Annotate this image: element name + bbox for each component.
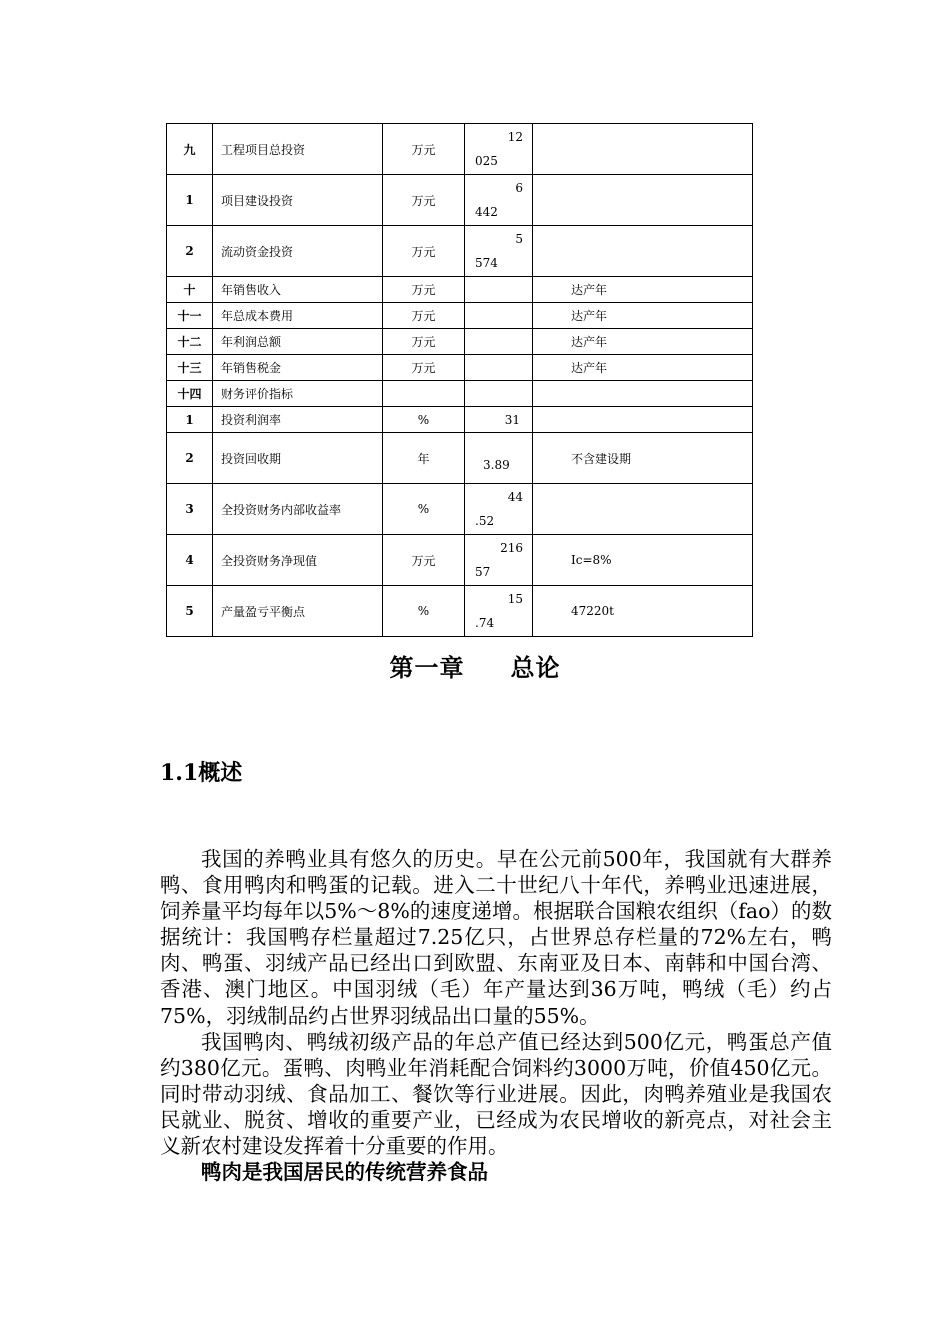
table-row bbox=[167, 433, 753, 484]
item-name: 投资利润率 bbox=[213, 407, 383, 433]
table-row bbox=[167, 535, 753, 586]
value-text: 31 bbox=[504, 412, 520, 427]
value-cell bbox=[465, 381, 533, 407]
note-cell bbox=[533, 355, 753, 381]
note-cell bbox=[533, 124, 753, 175]
unit-cell: % bbox=[383, 407, 465, 433]
row-number: 十四 bbox=[167, 381, 213, 407]
investment-table bbox=[166, 123, 753, 637]
value-line-2: 025 bbox=[475, 154, 498, 168]
value-line-1: 15 bbox=[507, 592, 523, 606]
row-number: 2 bbox=[167, 226, 213, 277]
value-line-2: .52 bbox=[475, 514, 495, 528]
value-cell bbox=[465, 484, 533, 535]
note-text bbox=[533, 244, 571, 258]
unit-cell: 万元 bbox=[383, 226, 465, 277]
note-cell bbox=[533, 433, 753, 484]
value-line-2: 57 bbox=[475, 565, 491, 579]
note-cell bbox=[533, 484, 753, 535]
note-cell bbox=[533, 175, 753, 226]
value-line-1: 44 bbox=[507, 490, 523, 504]
unit-cell: 万元 bbox=[383, 535, 465, 586]
note-cell bbox=[533, 329, 753, 355]
row-number: 十 bbox=[167, 277, 213, 303]
value-line-1: 216 bbox=[500, 541, 523, 555]
chapter-name: 总论 bbox=[510, 653, 561, 682]
table-row bbox=[167, 407, 753, 433]
note-cell bbox=[533, 303, 753, 329]
unit-cell: 万元 bbox=[383, 175, 465, 226]
row-number: 九 bbox=[167, 124, 213, 175]
value-line-1: 12 bbox=[507, 130, 523, 144]
unit-cell: 年 bbox=[383, 433, 465, 484]
note-cell bbox=[533, 586, 753, 637]
item-name: 年销售收入 bbox=[213, 277, 383, 303]
note-text bbox=[533, 387, 571, 401]
table-row bbox=[167, 381, 753, 407]
note-cell bbox=[533, 226, 753, 277]
row-number: 5 bbox=[167, 586, 213, 637]
row-number: 十二 bbox=[167, 329, 213, 355]
table-row bbox=[167, 329, 753, 355]
note-text bbox=[533, 502, 571, 516]
body-text bbox=[160, 846, 832, 1185]
value-text: 3.89 bbox=[483, 458, 510, 472]
value-cell bbox=[465, 175, 533, 226]
item-name: 全投资财务净现值 bbox=[213, 535, 383, 586]
value-cell bbox=[465, 586, 533, 637]
chapter-number: 第一章 bbox=[389, 653, 465, 682]
value-cell bbox=[465, 433, 533, 484]
paragraph: 我国鸭肉、鸭绒初级产品的年总产值已经达到500亿元，鸭蛋总产值约380亿元。蛋鸭、肉鸭业年消耗配合饲料约3000万吨，价值450亿元。同时带动羽绒、食品加工、餐饮等行业进展。因此，肉鸭养殖业是我国农民就业、脱贫、增收的重要产业，已经成为农民增收的新亮点，对社会主义新农村建设发挥着十分重要的作用。 bbox=[160, 1029, 832, 1159]
value-cell bbox=[465, 226, 533, 277]
row-number: 4 bbox=[167, 535, 213, 586]
table-row bbox=[167, 484, 753, 535]
unit-cell: 万元 bbox=[383, 303, 465, 329]
table-row bbox=[167, 303, 753, 329]
note-cell bbox=[533, 407, 753, 433]
chapter-title bbox=[0, 648, 950, 683]
value-line-2: 442 bbox=[475, 205, 498, 219]
unit-cell: 万元 bbox=[383, 277, 465, 303]
row-number: 1 bbox=[167, 407, 213, 433]
section-heading: 1.1概述 bbox=[160, 760, 243, 786]
item-name: 工程项目总投资 bbox=[213, 124, 383, 175]
note-cell bbox=[533, 535, 753, 586]
table-row bbox=[167, 175, 753, 226]
value-line-1: 5 bbox=[515, 232, 523, 246]
value-cell bbox=[465, 303, 533, 329]
row-number: 1 bbox=[167, 175, 213, 226]
item-name: 产量盈亏平衡点 bbox=[213, 586, 383, 637]
note-text: 达产年 bbox=[571, 309, 608, 323]
table-row bbox=[167, 277, 753, 303]
row-number: 3 bbox=[167, 484, 213, 535]
item-name: 全投资财务内部收益率 bbox=[213, 484, 383, 535]
value-line-2: .74 bbox=[475, 616, 495, 630]
value-cell bbox=[465, 329, 533, 355]
note-text: 达产年 bbox=[571, 283, 608, 297]
note-text: 达产年 bbox=[571, 335, 608, 349]
item-name: 财务评价指标 bbox=[213, 381, 383, 407]
note-text bbox=[533, 413, 571, 427]
value-cell bbox=[465, 124, 533, 175]
value-line-2: 574 bbox=[475, 256, 498, 270]
note-cell bbox=[533, 381, 753, 407]
table-row bbox=[167, 586, 753, 637]
note-text bbox=[533, 142, 571, 156]
unit-cell: % bbox=[383, 484, 465, 535]
note-text bbox=[533, 193, 571, 207]
table-row bbox=[167, 355, 753, 381]
unit-cell: 万元 bbox=[383, 329, 465, 355]
note-cell bbox=[533, 277, 753, 303]
item-name: 投资回收期 bbox=[213, 433, 383, 484]
unit-cell: % bbox=[383, 586, 465, 637]
unit-cell bbox=[383, 381, 465, 407]
bold-subheading: 鸭肉是我国居民的传统营养食品 bbox=[201, 1160, 488, 1185]
unit-cell: 万元 bbox=[383, 124, 465, 175]
row-number: 十一 bbox=[167, 303, 213, 329]
unit-cell: 万元 bbox=[383, 355, 465, 381]
note-text: 不含建设期 bbox=[571, 451, 632, 466]
item-name: 年利润总额 bbox=[213, 329, 383, 355]
item-name: 项目建设投资 bbox=[213, 175, 383, 226]
note-text: 达产年 bbox=[571, 361, 608, 375]
value-cell bbox=[465, 407, 533, 433]
item-name: 年销售税金 bbox=[213, 355, 383, 381]
note-text: 47220t bbox=[571, 604, 614, 618]
item-name: 年总成本费用 bbox=[213, 303, 383, 329]
value-line-1: 6 bbox=[515, 181, 523, 195]
row-number: 2 bbox=[167, 433, 213, 484]
value-cell bbox=[465, 355, 533, 381]
item-name: 流动资金投资 bbox=[213, 226, 383, 277]
table-row bbox=[167, 226, 753, 277]
value-cell bbox=[465, 277, 533, 303]
note-text: Ic=8% bbox=[571, 553, 612, 567]
paragraph: 我国的养鸭业具有悠久的历史。早在公元前500年，我国就有大群养鸭、食用鸭肉和鸭蛋的记载。进入二十世纪八十年代，养鸭业迅速进展，饲养量平均每年以5%～8%的速度递增。根据联合国粮农组织（fao）的数据统计：我国鸭存栏量超过7.25亿只，占世界总存栏量的72%左右，鸭肉、鸭蛋、羽绒产品已经出口到欧盟、东南亚及日本、南韩和中国台湾、香港、澳门地区。中国羽绒（毛）年产量达到36万吨，鸭绒（毛）约占75%，羽绒制品约占世界羽绒品出口量的55%。 bbox=[160, 847, 832, 1028]
row-number: 十三 bbox=[167, 355, 213, 381]
value-cell bbox=[465, 535, 533, 586]
table-row bbox=[167, 124, 753, 175]
